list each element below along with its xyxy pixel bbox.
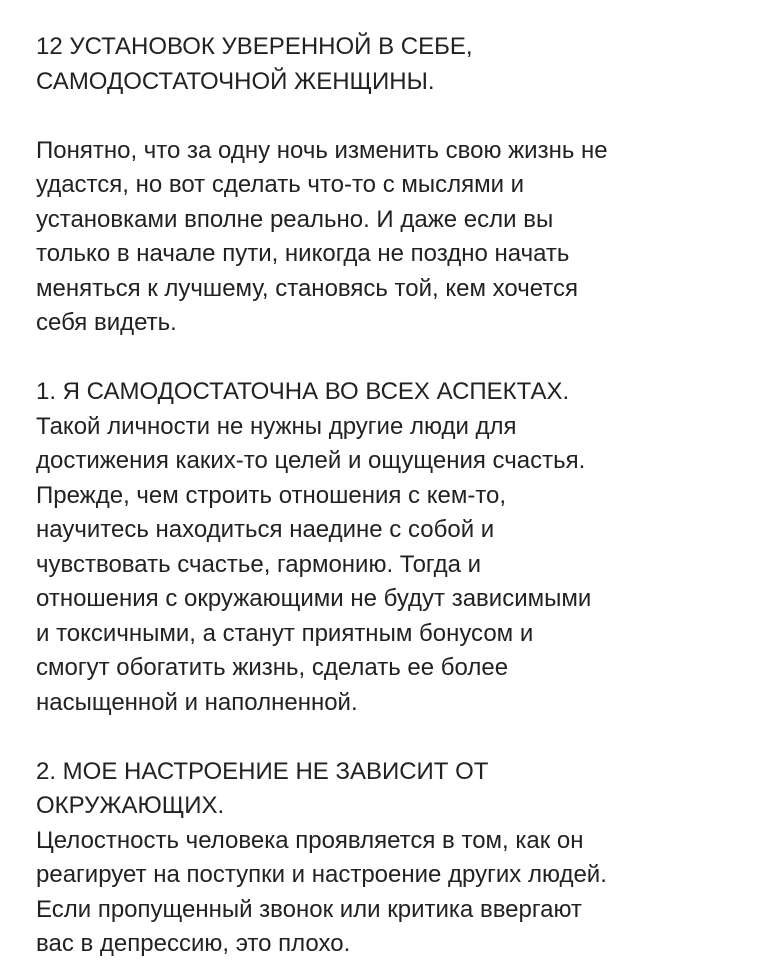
text-line: отношения с окружающими не будут зависимыми — [36, 585, 592, 612]
text-line: установками вполне реально. И даже если вы — [36, 205, 554, 233]
text-line: Целостность человека проявляется в том, как он — [36, 826, 584, 854]
text-line: Такой личности не нужны другие люди для — [36, 412, 517, 440]
title-line: САМОДОСТАТОЧНОЙ ЖЕНЩИНЫ. — [36, 67, 435, 95]
text-line: Если пропущенный звонок или критика ввергают — [36, 895, 582, 923]
paragraph-gap — [36, 341, 738, 376]
article-title — [36, 30, 738, 99]
text-line: научитесь находиться наедине с собой и — [36, 516, 495, 543]
text-line: удастся, но вот сделать что-то с мыслями и — [36, 171, 525, 198]
text-line: достижения каких-то целей и ощущения счастья. — [36, 447, 586, 474]
text-line: и токсичными, а станут приятным бонусом и — [36, 619, 534, 647]
section-heading: 2. МОЕ НАСТРОЕНИЕ НЕ ЗАВИСИТ ОТ — [36, 757, 489, 785]
text-line: реагирует на поступки и настроение других людей. — [36, 861, 607, 888]
text-line: насыщенной и наполненной. — [36, 688, 358, 716]
text-line: меняться к лучшему, становясь той, кем хочется — [36, 274, 578, 302]
paragraph-gap — [36, 720, 738, 755]
section-1 — [36, 375, 738, 720]
text-line: только в начале пути, никогда не поздно начать — [36, 240, 570, 267]
text-line: Понятно, что за одну ночь изменить свою жизнь не — [36, 136, 608, 164]
text-line: смогут обогатить жизнь, сделать ее более — [36, 654, 509, 681]
section-2 — [36, 755, 738, 962]
title-line: 12 УСТАНОВОК УВЕРЕННОЙ В СЕБЕ, — [36, 33, 473, 60]
text-line: вас в депрессию, это плохо. — [36, 930, 351, 957]
text-line: себя видеть. — [36, 309, 177, 336]
text-line: Прежде, чем строить отношения с кем-то, — [36, 481, 507, 509]
intro-paragraph — [36, 134, 738, 341]
text-line: чувствовать счастье, гармонию. Тогда и — [36, 550, 482, 578]
section-heading: 1. Я САМОДОСТАТОЧНА ВО ВСЕХ АСПЕКТАХ. — [36, 378, 570, 405]
paragraph-gap — [36, 99, 738, 134]
section-heading: ОКРУЖАЮЩИХ. — [36, 792, 225, 819]
